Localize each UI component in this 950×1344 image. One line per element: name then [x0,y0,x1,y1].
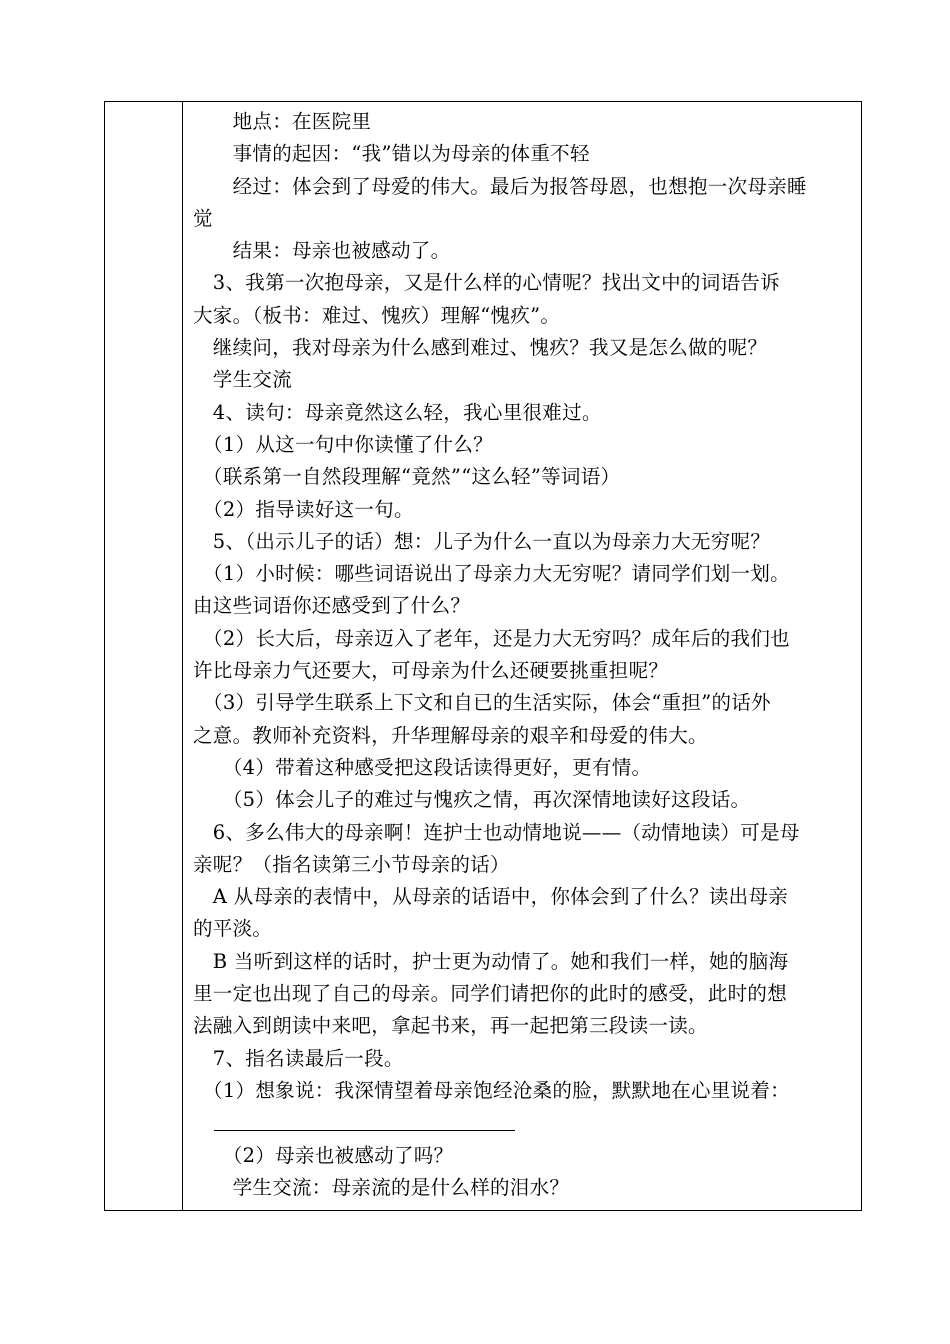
text-line: 地点：在医院里 [193,110,372,133]
text-line: （3）引导学生联系上下文和自已的生活实际，体会“重担”的话外 [193,691,771,715]
text-line: B 当听到这样的话时，护士更为动情了。她和我们一样，她的脑海 [193,949,789,973]
text-line: 学生交流：母亲流的是什么样的泪水？ [193,1175,570,1199]
text-line: A 从母亲的表情中，从母亲的话语中，你体会到了什么？读出母亲 [193,885,789,909]
text-line: （4）带着这种感受把这段话读得更好，更有情。 [193,755,652,779]
lesson-table [104,101,862,1211]
text-line: 法融入到朗读中来吧，拿起书来，再一起把第三段读一读。 [193,1014,708,1038]
blank-underline [214,1130,515,1131]
text-line: （1）从这一句中你读懂了什么？ [193,432,493,456]
text-line: 3、我第一次抱母亲，又是什么样的心情呢？找出文中的词语告诉 [193,271,780,295]
text-line: 5、（出示儿子的话）想：儿子为什么一直以为母亲力大无穷呢？ [193,529,771,553]
text-line: 事情的起因：“我”错以为母亲的体重不轻 [193,142,590,166]
text-line: 亲呢？（指名读第三小节母亲的话） [193,852,510,876]
text-line: 4、读句：母亲竟然这么轻，我心里很难过。 [193,400,602,424]
text-line: （1）想象说：我深情望着母亲饱经沧桑的脸，默默地在心里说着： [193,1078,790,1102]
text-line: 大家。（板书：难过、愧疚）理解“愧疚”。 [193,303,561,327]
text-line: （1）小时候：哪些词语说出了母亲力大无穷呢？请同学们划一划。 [193,562,790,586]
text-line: （5）体会儿子的难过与愧疚之情，再次深情地读好这段话。 [193,788,751,812]
text-line: 7、指名读最后一段。 [193,1046,404,1070]
text-line: 里一定也出现了自己的母亲。同学们请把你的此时的感受，此时的想 [193,982,788,1006]
text-line: 由这些词语你还感受到了什么？ [193,594,471,618]
text-line: 结果：母亲也被感动了。 [193,239,451,263]
text-line: 觉 [193,206,213,230]
text-line: （联系第一自然段理解“竟然”“这么轻”等词语） [193,465,621,489]
fill-in-blank-line [193,1107,857,1139]
text-line: （2）母亲也被感动了吗？ [193,1143,454,1167]
text-line: 经过：体会到了母爱的伟大。最后为报答母恩，也想抱一次母亲睡 [193,174,807,198]
text-line: （2）长大后，母亲迈入了老年，还是力大无穷吗？成年后的我们也 [193,626,790,650]
text-line: （2）指导读好这一句。 [193,497,414,521]
left-label-cell [105,102,183,1210]
text-line: 之意。教师补充资料，升华理解母亲的艰辛和母爱的伟大。 [193,723,708,747]
text-line: 许比母亲力气还要大，可母亲为什么还硬要挑重担呢？ [193,659,669,683]
text-line: 6、多么伟大的母亲啊！连护士也动情地说——（动情地读）可是母 [193,820,800,844]
text-line: 继续问，我对母亲为什么感到难过、愧疚？我又是怎么做的呢？ [193,336,768,360]
text-line: 学生交流 [193,368,293,392]
text-line: 的平淡。 [193,917,273,941]
lesson-content-cell [193,106,857,1204]
